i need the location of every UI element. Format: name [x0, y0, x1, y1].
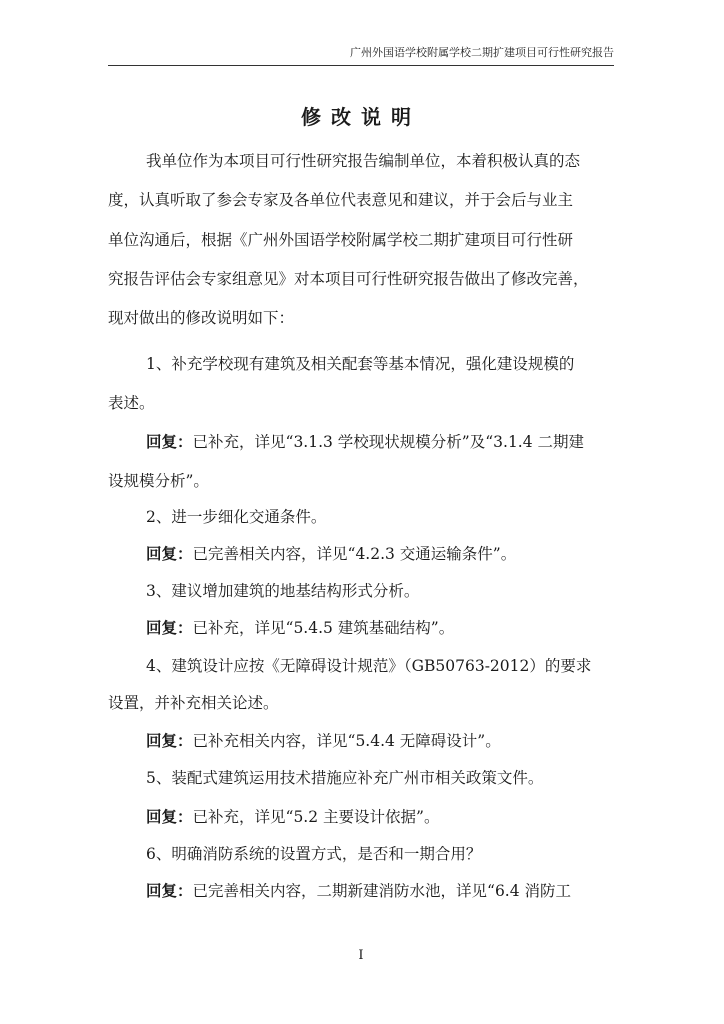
reply-label: 回复：	[146, 619, 193, 637]
intro-line: 我单位作为本项目可行性研究报告编制单位，本着积极认真的态	[146, 152, 581, 170]
intro-line: 单位沟通后，根据《广州外国语学校附属学校二期扩建项目可行性研	[108, 231, 574, 249]
item-1-question: 1、补充学校现有建筑及相关配套等基本情况，强化建设规模的	[146, 355, 575, 373]
item-6-question: 6、明确消防系统的设置方式，是否和一期合用？	[146, 845, 482, 863]
item-1-reply	[146, 431, 584, 453]
reply-text: 已补充，详见“3.1.3 学校现状规模分析”及“3.1.4 二期建	[192, 433, 585, 451]
item-4-question-cont: 设置，并补充相关论述。	[108, 694, 279, 712]
item-2-question: 2、进一步细化交通条件。	[146, 508, 327, 526]
reply-text: 已完善相关内容，二期新建消防水池，详见“6.4 消防工	[192, 882, 572, 900]
intro-line: 究报告评估会专家组意见》对本项目可行性研究报告做出了修改完善，	[108, 270, 589, 288]
header-rule	[108, 65, 614, 66]
item-3-reply	[146, 617, 454, 639]
reply-label: 回复：	[146, 732, 193, 750]
item-4-question: 4、建筑设计应按《无障碍设计规范》（GB50763-2012）的要求	[146, 657, 592, 675]
reply-label: 回复：	[146, 433, 193, 451]
page-number: I	[358, 948, 364, 963]
item-1-reply-cont: 设规模分析”。	[108, 472, 209, 490]
item-1-question-cont: 表述。	[108, 394, 155, 412]
intro-line: 现对做出的修改说明如下：	[108, 309, 295, 327]
reply-label: 回复：	[146, 882, 193, 900]
item-5-reply	[146, 806, 439, 828]
reply-text: 已补充，详见“5.4.5 建筑基础结构”。	[192, 619, 455, 637]
item-4-reply	[146, 730, 501, 752]
reply-text: 已完善相关内容，详见“4.2.3 交通运输条件”。	[192, 545, 517, 563]
intro-line: 度，认真听取了参会专家及各单位代表意见和建议，并于会后与业主	[108, 191, 574, 209]
item-2-reply	[146, 543, 516, 565]
item-3-question: 3、建议增加建筑的地基结构形式分析。	[146, 582, 420, 600]
reply-label: 回复：	[146, 808, 193, 826]
reply-text: 已补充，详见“5.2 主要设计依据”。	[192, 808, 440, 826]
item-6-reply	[146, 880, 571, 902]
item-5-question: 5、装配式建筑运用技术措施应补充广州市相关政策文件。	[146, 769, 544, 787]
running-header: 广州外国语学校附属学校二期扩建项目可行性研究报告	[350, 46, 614, 59]
page-title: 修改说明	[301, 105, 421, 129]
reply-label: 回复：	[146, 545, 193, 563]
reply-text: 已补充相关内容，详见“5.4.4 无障碍设计”。	[192, 732, 501, 750]
